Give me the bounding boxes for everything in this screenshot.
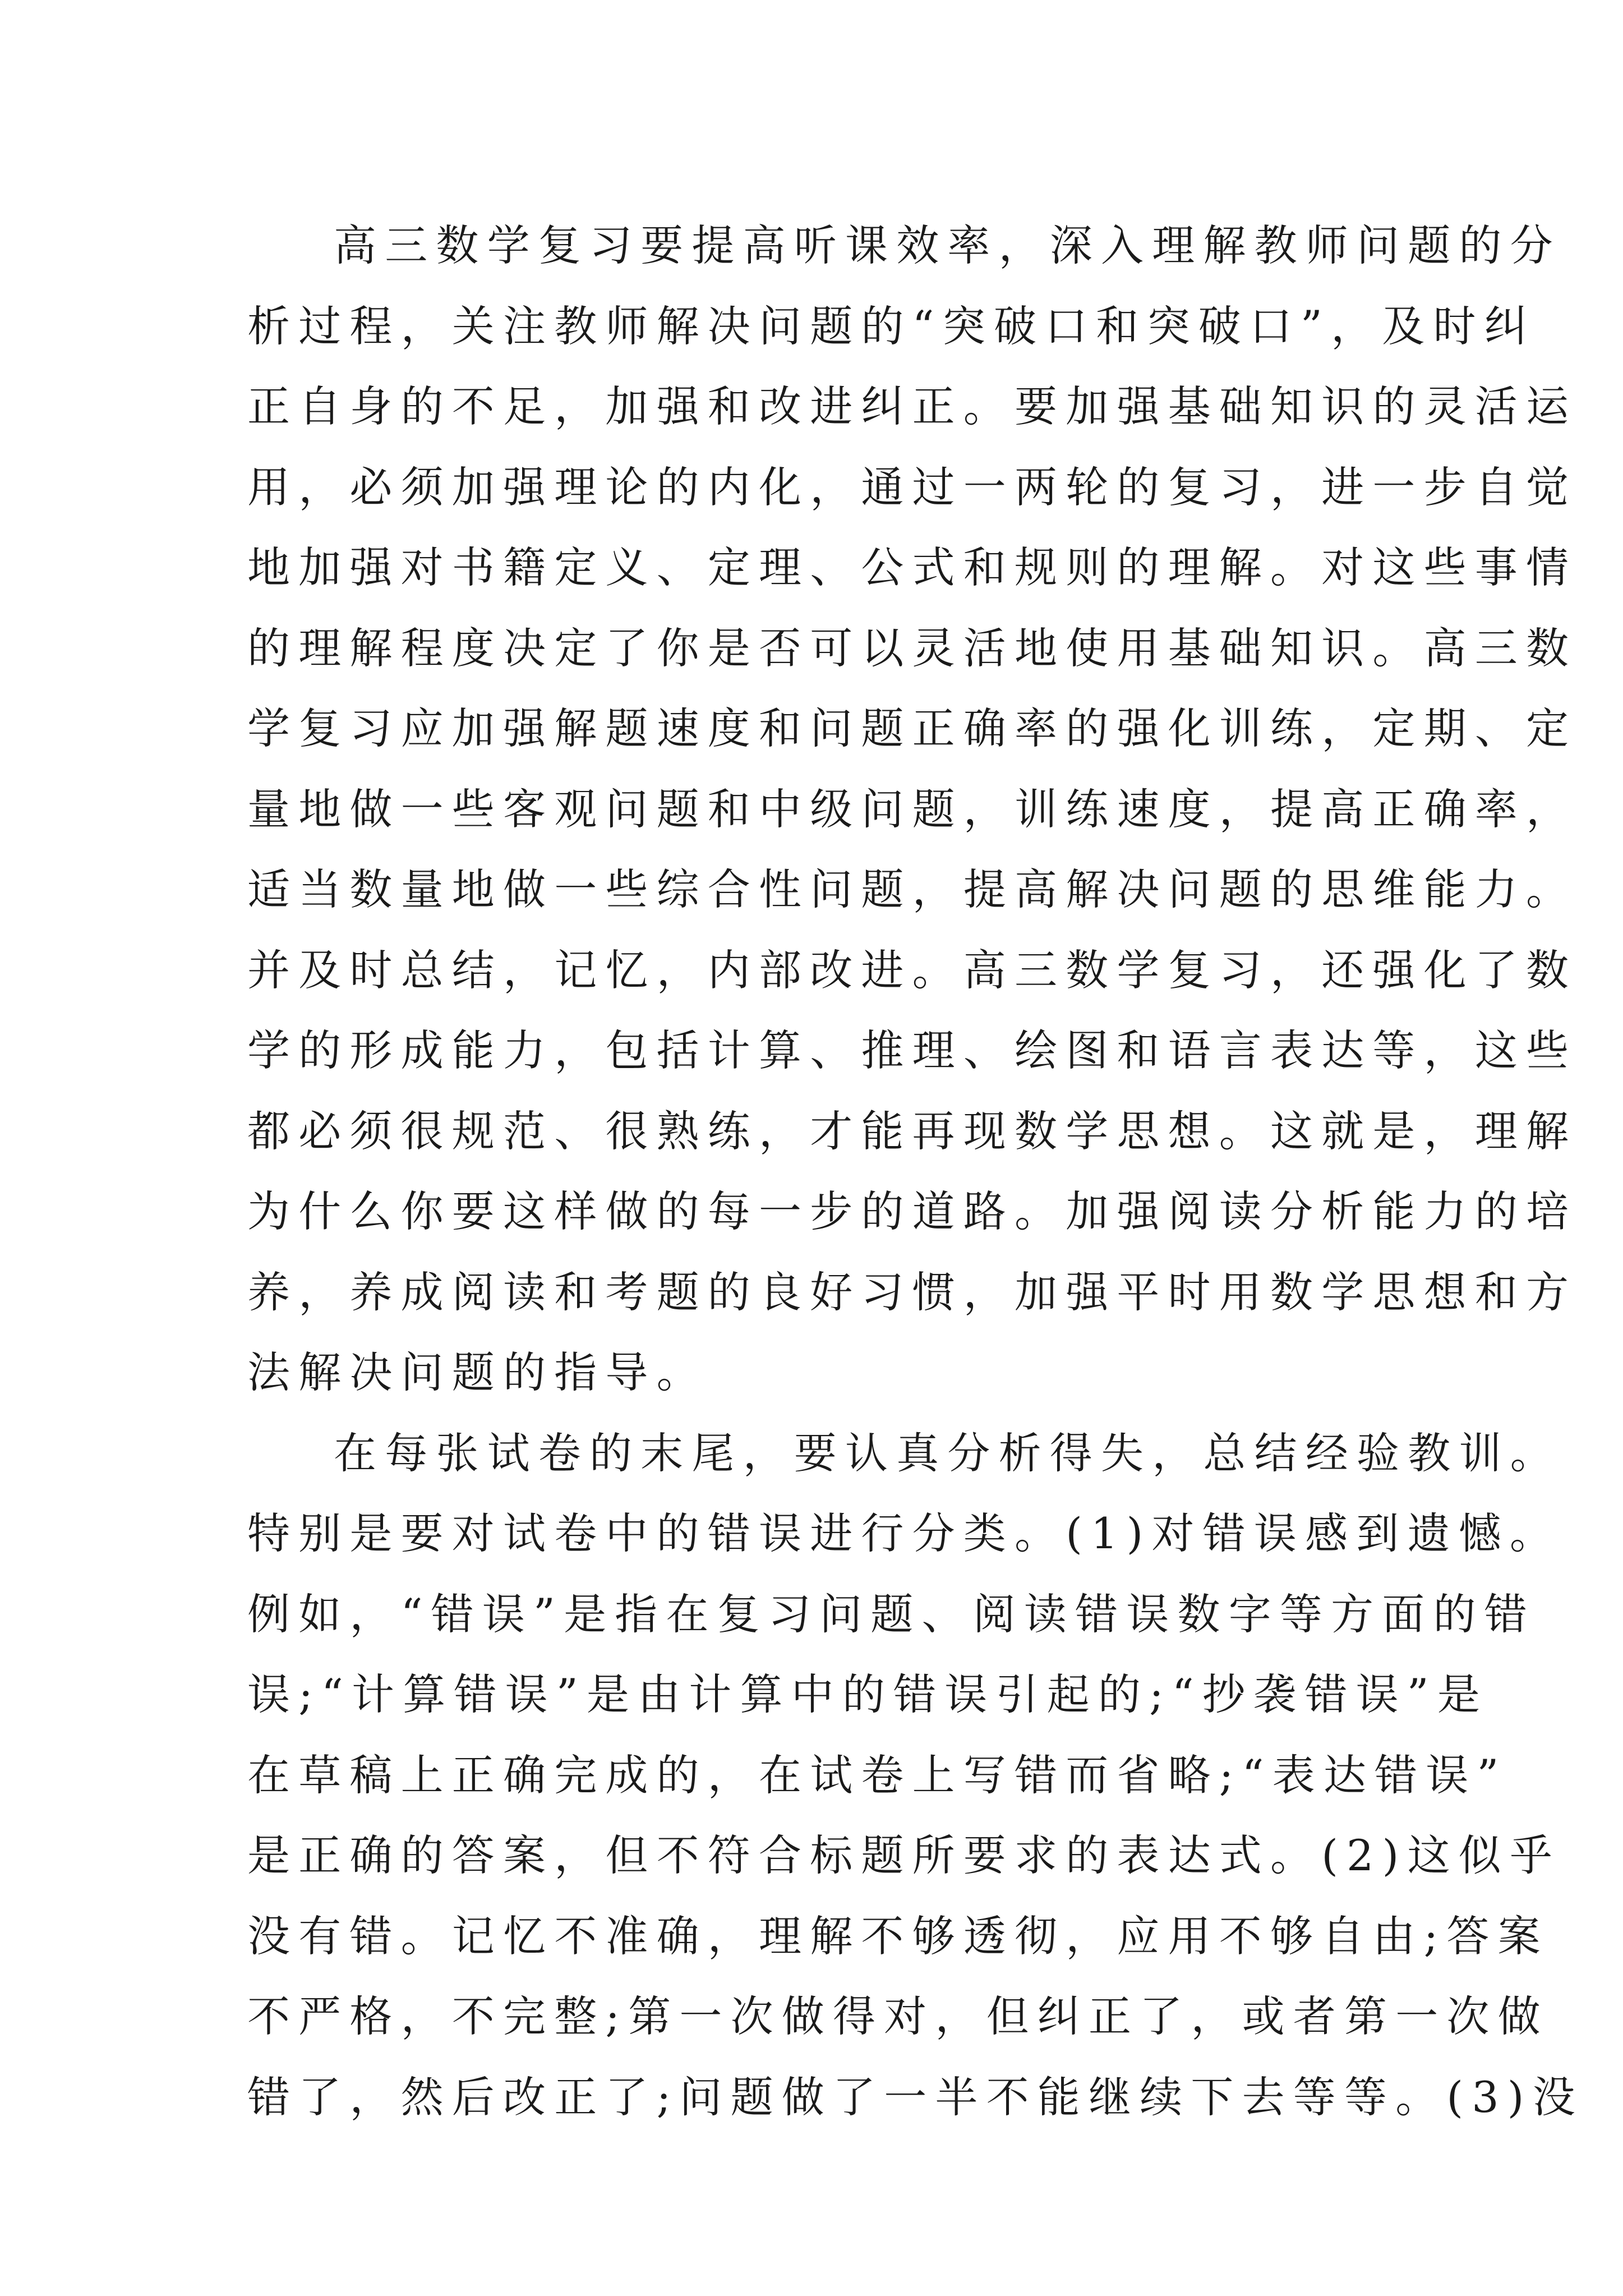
text-line: 地加强对书籍定义、定理、公式和规则的理解。对这些事情	[247, 542, 1578, 592]
text-line: 的理解程度决定了你是否可以灵活地使用基础知识。高三数	[247, 623, 1578, 673]
text-line: 特别是要对试卷中的错误进行分类。(1)对错误感到遗憾。	[247, 1508, 1561, 1558]
text-line: 养，养成阅读和考题的良好习惯，加强平时用数学思想和方	[247, 1267, 1578, 1317]
text-line: 在草稿上正确完成的，在试卷上写错而省略;“表达错误”	[247, 1750, 1507, 1800]
text-line: 没有错。记忆不准确，理解不够透彻，应用不够自由;答案	[247, 1911, 1549, 1961]
text-line: 例如，“错误”是指在复习问题、阅读错误数字等方面的错	[247, 1589, 1536, 1639]
text-line: 法解决问题的指导。	[247, 1347, 708, 1397]
text-line: 在每张试卷的末尾，要认真分析得失，总结经验教训。	[334, 1428, 1561, 1478]
text-line: 是正确的答案，但不符合标题所要求的表达式。(2)这似乎	[247, 1830, 1561, 1880]
text-line: 为什么你要这样做的每一步的道路。加强阅读分析能力的培	[247, 1186, 1578, 1236]
text-line: 高三数学复习要提高听课效率，深入理解教师问题的分	[334, 220, 1561, 270]
text-line: 学复习应加强解题速度和问题正确率的强化训练，定期、定	[247, 703, 1578, 753]
body-text	[247, 205, 1584, 2137]
text-line: 错了，然后改正了;问题做了一半不能继续下去等等。(3)没	[247, 2072, 1584, 2122]
text-line: 不严格，不完整;第一次做得对，但纠正了，或者第一次做	[247, 1991, 1549, 2041]
text-line: 用，必须加强理论的内化，通过一两轮的复习，进一步自觉	[247, 462, 1578, 512]
text-line: 并及时总结，记忆，内部改进。高三数学复习，还强化了数	[247, 945, 1578, 995]
text-line: 学的形成能力，包括计算、推理、绘图和语言表达等，这些	[247, 1025, 1578, 1075]
text-line: 适当数量地做一些综合性问题，提高解决问题的思维能力。	[247, 864, 1578, 914]
text-line: 误;“计算错误”是由计算中的错误引起的;“抄袭错误”是	[247, 1669, 1489, 1719]
text-line: 析过程，关注教师解决问题的“突破口和突破口”，及时纠	[247, 301, 1536, 351]
text-line: 都必须很规范、很熟练，才能再现数学思想。这就是，理解	[247, 1106, 1578, 1156]
text-line: 量地做一些客观问题和中级问题，训练速度，提高正确率，	[247, 784, 1578, 834]
text-line: 正自身的不足，加强和改进纠正。要加强基础知识的灵活运	[247, 381, 1578, 431]
